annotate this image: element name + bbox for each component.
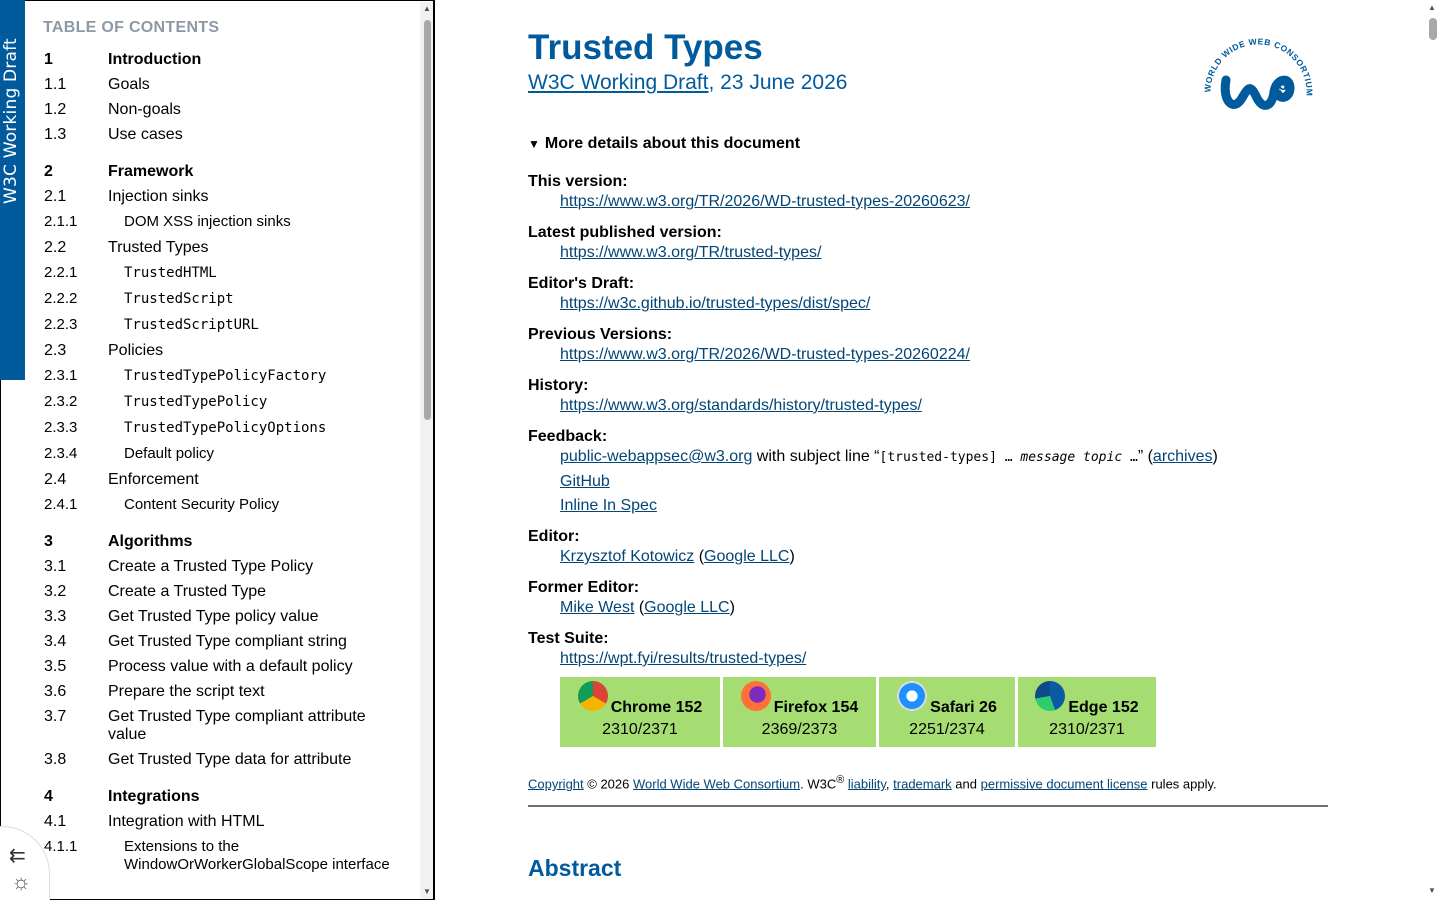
wpt-browser-name: Firefox 154: [773, 699, 859, 716]
toc-item-label: Process value with a default policy: [108, 658, 353, 675]
wpt-results: [560, 677, 1156, 747]
toc-item[interactable]: [43, 813, 393, 831]
toc-item[interactable]: [43, 838, 393, 874]
toc-item-label: Algorithms: [108, 533, 193, 550]
toc-item[interactable]: [43, 76, 393, 94]
editor-label: Editor:: [528, 528, 580, 545]
liability-link[interactable]: liability: [847, 776, 886, 792]
w3c-abbr: . W3C: [800, 776, 837, 792]
toc-item[interactable]: [43, 658, 393, 676]
status-tab-label: W3C Working Draft: [1, 38, 21, 204]
toc-item-number: 3.2: [44, 583, 67, 600]
test-suite-label: Test Suite:: [528, 630, 609, 647]
wpt-result-cell[interactable]: [879, 677, 1015, 747]
feedback-subject-code: [trusted-types]: [879, 450, 997, 465]
toc-item-number: 3: [44, 533, 53, 550]
toc-item-label: DOM XSS injection sinks: [124, 213, 291, 230]
collapse-sidebar-icon[interactable]: ⇇: [9, 845, 26, 867]
history-label: History:: [528, 377, 589, 394]
feedback-close-quote: ” (: [1137, 448, 1153, 465]
document-license-link[interactable]: permissive document license: [980, 776, 1148, 792]
previous-version-link[interactable]: https://www.w3.org/TR/2026/WD-trusted-types-20260224/: [560, 346, 970, 363]
toc-item[interactable]: [43, 188, 393, 206]
toc-item-label: Get Trusted Type policy value: [108, 608, 319, 625]
toc-item[interactable]: [43, 583, 393, 601]
toc-item-label: Enforcement: [108, 471, 199, 488]
latest-version-link[interactable]: https://www.w3.org/TR/trusted-types/: [560, 244, 822, 261]
toc-item-label: TrustedScriptURL: [124, 317, 259, 333]
toc-item-number: 3.4: [44, 633, 67, 650]
feedback-topic: message topic: [1020, 450, 1123, 465]
table-of-contents: [0, 0, 435, 900]
toc-item-label: TrustedTypePolicyFactory: [124, 368, 327, 384]
toc-item[interactable]: [43, 788, 393, 806]
w3c-logo[interactable]: [1198, 32, 1319, 153]
toc-item[interactable]: [43, 51, 393, 69]
toc-item-label: TrustedTypePolicy: [124, 394, 268, 410]
toc-scrollbar[interactable]: [420, 2, 434, 899]
toc-item-label: Use cases: [108, 126, 183, 143]
editors-draft-link[interactable]: https://w3c.github.io/trusted-types/dist/spec/: [560, 295, 871, 312]
feedback-archives-link[interactable]: archives: [1152, 448, 1213, 465]
former-editor-org-link[interactable]: Google LLC: [644, 599, 730, 616]
toc-item-number: 2.3.2: [44, 393, 78, 410]
former-editor-label: Former Editor:: [528, 579, 640, 596]
toc-item[interactable]: [43, 496, 393, 514]
feedback-ellipsis-2: …: [1122, 450, 1138, 465]
feedback-label: Feedback:: [528, 428, 608, 445]
toc-item[interactable]: [43, 445, 393, 463]
toc-item-label: Get Trusted Type compliant attribute value: [108, 708, 366, 743]
feedback-ellipsis-1: …: [996, 450, 1021, 465]
toc-item-number: 4.1.1: [44, 838, 78, 855]
toc-item-label: TrustedHTML: [124, 265, 217, 281]
toc-item[interactable]: [43, 393, 393, 411]
copyright-notice: Copyright © 2026 World Wide Web Consortium. W3C® liability, trademark and permissive document license rules apply.: [528, 774, 1217, 792]
toc-item-number: 3.5: [44, 658, 67, 675]
wpt-browser: [1018, 681, 1156, 717]
toc-item-number: 4: [44, 788, 53, 805]
toc-item-number: 2.3: [44, 342, 67, 359]
inline-in-spec-link[interactable]: Inline In Spec: [560, 497, 657, 514]
and-text: and: [951, 776, 981, 792]
toc-item[interactable]: [43, 126, 393, 144]
toc-item[interactable]: [43, 608, 393, 626]
divider: [528, 805, 1328, 807]
github-link[interactable]: GitHub: [560, 473, 610, 490]
toc-item[interactable]: [43, 471, 393, 489]
editor-org-link[interactable]: Google LLC: [704, 548, 790, 565]
toc-item-number: 2.4.1: [44, 496, 78, 513]
toc-item-number: 2.4: [44, 471, 67, 488]
toc-heading: TABLE OF CONTENTS: [43, 19, 220, 36]
toc-item-number: 1.1: [44, 76, 67, 93]
page-scroll-up-icon[interactable]: ▲: [1428, 3, 1436, 12]
toc-item-label: Integrations: [108, 788, 200, 805]
former-editor-name-link[interactable]: Mike West: [560, 599, 635, 616]
copyright-year: © 2026: [583, 776, 633, 792]
toc-item-label: TrustedTypePolicyOptions: [124, 420, 327, 436]
toc-item-label: Introduction: [108, 51, 202, 68]
toc-item-label: Default policy: [124, 445, 215, 462]
previous-versions-label: Previous Versions:: [528, 326, 673, 343]
document-metadata: This version: https://www.w3.org/TR/2026/WD-trusted-types-20260623/ Latest published version: https://www.w3.org/TR/trusted-types/ Editor's Draft: https://w3c.github.io/trusted-types/dist/spec/ Previous Versions: https://www.w3.org/TR/2026/WD-trusted-types-20260224/ History: https://www.w3.org/standards/history/trusted-types/ Feedback: public-webappsec@w3.org with subject line “[trusted-types] … message topic …” (archives) GitHub Inline In Spec Editor: Krzysztof Kotowicz (Google LLC) Former Editor: Mike West (Google LLC) Test Suite: https://wpt.fyi/results/trusted-types/: [528, 172, 1408, 680]
w3c-consortium-link[interactable]: World Wide Web Consortium: [632, 776, 801, 792]
toc-item-label: Content Security Policy: [124, 496, 280, 513]
chrome-icon: [578, 681, 608, 711]
wpt-browser-name: Edge 152: [1068, 699, 1139, 716]
w3c-logo-icon: [1198, 32, 1319, 153]
page-scroll-down-icon[interactable]: ▼: [1428, 886, 1436, 895]
toc-item[interactable]: [43, 558, 393, 576]
toc-item[interactable]: [43, 316, 393, 334]
this-version-label: This version:: [528, 173, 628, 190]
wpt-browser: [560, 681, 720, 717]
toc-item[interactable]: [43, 163, 393, 181]
toc-item-number: 1: [44, 51, 53, 68]
toc-item-number: 3.1: [44, 558, 67, 575]
editors-draft-label: Editor's Draft:: [528, 275, 635, 292]
feedback-email-link[interactable]: public-webappsec@w3.org: [560, 448, 753, 465]
safari-icon: [897, 681, 927, 711]
toc-item-label: Goals: [108, 76, 150, 93]
toc-item-number: 2.1: [44, 188, 67, 205]
toc-item[interactable]: [43, 751, 393, 769]
toc-list: [43, 19, 393, 882]
this-version-link[interactable]: https://www.w3.org/TR/2026/WD-trusted-types-20260623/: [560, 193, 970, 210]
wpt-browser-name: Safari 26: [930, 699, 997, 716]
toc-item-label: TrustedScript: [124, 291, 234, 307]
page-scrollbar-thumb[interactable]: [1429, 18, 1437, 40]
toc-item-label: Prepare the script text: [108, 683, 265, 700]
toc-item-number: 2.3.3: [44, 419, 78, 436]
copyright-link[interactable]: Copyright: [528, 776, 584, 792]
toc-scrollbar-thumb[interactable]: [424, 20, 431, 420]
toc-item-number: 3.8: [44, 751, 67, 768]
theme-toggle-icon[interactable]: ☼: [11, 869, 32, 894]
details-summary-label: More details about this document: [544, 135, 801, 152]
toc-item-number: 2: [44, 163, 53, 180]
toc-item[interactable]: [43, 367, 393, 385]
feedback-subject-text: with subject line “: [752, 448, 880, 465]
abstract-heading: Abstract: [528, 855, 622, 881]
feedback-details: [528, 448, 1408, 515]
toc-item[interactable]: [43, 683, 393, 701]
toc-item-number: 2.2.2: [44, 290, 78, 307]
toc-item-number: 2.2: [44, 239, 67, 256]
edge-icon: [1035, 681, 1065, 711]
latest-version-label: Latest published version:: [528, 224, 722, 241]
toc-item[interactable]: [43, 342, 393, 360]
wpt-result-cell[interactable]: [723, 677, 876, 747]
toc-item[interactable]: [43, 633, 393, 651]
toc-item[interactable]: [43, 290, 393, 308]
toc-item[interactable]: [43, 708, 393, 744]
toc-item-label: Create a Trusted Type Policy: [108, 558, 314, 575]
status-link[interactable]: W3C Working Draft: [528, 71, 709, 94]
toc-item[interactable]: [43, 213, 393, 231]
toc-item-number: 2.1.1: [44, 213, 78, 230]
toc-item-label: Get Trusted Type compliant string: [108, 633, 347, 650]
wpt-browser: [879, 681, 1015, 717]
toc-item-number: 1.2: [44, 101, 67, 118]
document-date: , 23 June 2026: [708, 71, 848, 94]
toc-item-number: 2.2.1: [44, 264, 78, 281]
wpt-score: 2310/2371: [602, 721, 678, 738]
history-link[interactable]: https://www.w3.org/standards/history/trusted-types/: [560, 397, 922, 414]
w3c-status-tab[interactable]: [0, 0, 25, 380]
toc-item[interactable]: [43, 419, 393, 437]
svg-text:3: 3: [1279, 77, 1287, 93]
toc-item-number: 2.3.4: [44, 445, 78, 462]
wpt-score: 2251/2374: [909, 721, 985, 738]
document-status: [528, 71, 847, 95]
toc-item-label: Create a Trusted Type: [108, 583, 267, 600]
toc-item[interactable]: [43, 239, 393, 257]
registered-mark: ®: [836, 774, 845, 786]
trademark-link[interactable]: trademark: [893, 776, 952, 792]
toc-item[interactable]: [43, 264, 393, 282]
toc-item-number: 3.3: [44, 608, 67, 625]
toc-item-label: Policies: [108, 342, 164, 359]
svg-text:WORLD WIDE WEB CONSORTIUM: WORLD WIDE WEB CONSORTIUM: [1202, 36, 1315, 97]
toc-item-number: 1.3: [44, 126, 67, 143]
firefox-icon: [741, 681, 771, 711]
toc-item-number: 2.3.1: [44, 367, 78, 384]
feedback-close-paren: ): [1212, 448, 1218, 465]
toc-item-label: Framework: [108, 163, 194, 180]
toc-item-number: 4.1: [44, 813, 67, 830]
toc-item-number: 3.7: [44, 708, 67, 725]
details-toggle[interactable]: [528, 135, 800, 153]
toc-item-label: Extensions to the WindowOrWorkerGlobalScope interface: [124, 838, 390, 873]
wpt-score: 2310/2371: [1049, 721, 1125, 738]
editor-name-link[interactable]: Krzysztof Kotowicz: [560, 548, 695, 565]
toc-item-label: Injection sinks: [108, 188, 209, 205]
page-scrollbar[interactable]: [1425, 0, 1440, 900]
scroll-up-arrow-icon[interactable]: ▲: [423, 4, 431, 13]
page-title: Trusted Types: [528, 28, 763, 67]
rules-text: rules apply.: [1147, 776, 1217, 792]
toc-item[interactable]: [43, 101, 393, 119]
wpt-score: 2369/2373: [761, 721, 838, 738]
toc-item-label: Integration with HTML: [108, 813, 265, 830]
wpt-result-cell[interactable]: [560, 677, 720, 747]
toc-item-label: Get Trusted Type data for attribute: [108, 751, 352, 768]
test-suite-link[interactable]: https://wpt.fyi/results/trusted-types/: [560, 650, 807, 667]
scroll-down-arrow-icon[interactable]: ▼: [423, 887, 431, 896]
toc-item-number: 2.2.3: [44, 316, 78, 333]
toc-item-number: 3.6: [44, 683, 67, 700]
toc-item-label: Trusted Types: [108, 239, 209, 256]
toc-item[interactable]: [43, 533, 393, 551]
wpt-result-cell[interactable]: [1018, 677, 1156, 747]
wpt-browser-name: Chrome 152: [610, 699, 703, 716]
wpt-browser: [723, 681, 876, 717]
triangle-down-icon: ▼: [528, 137, 540, 151]
toc-item-label: Non-goals: [108, 101, 181, 118]
